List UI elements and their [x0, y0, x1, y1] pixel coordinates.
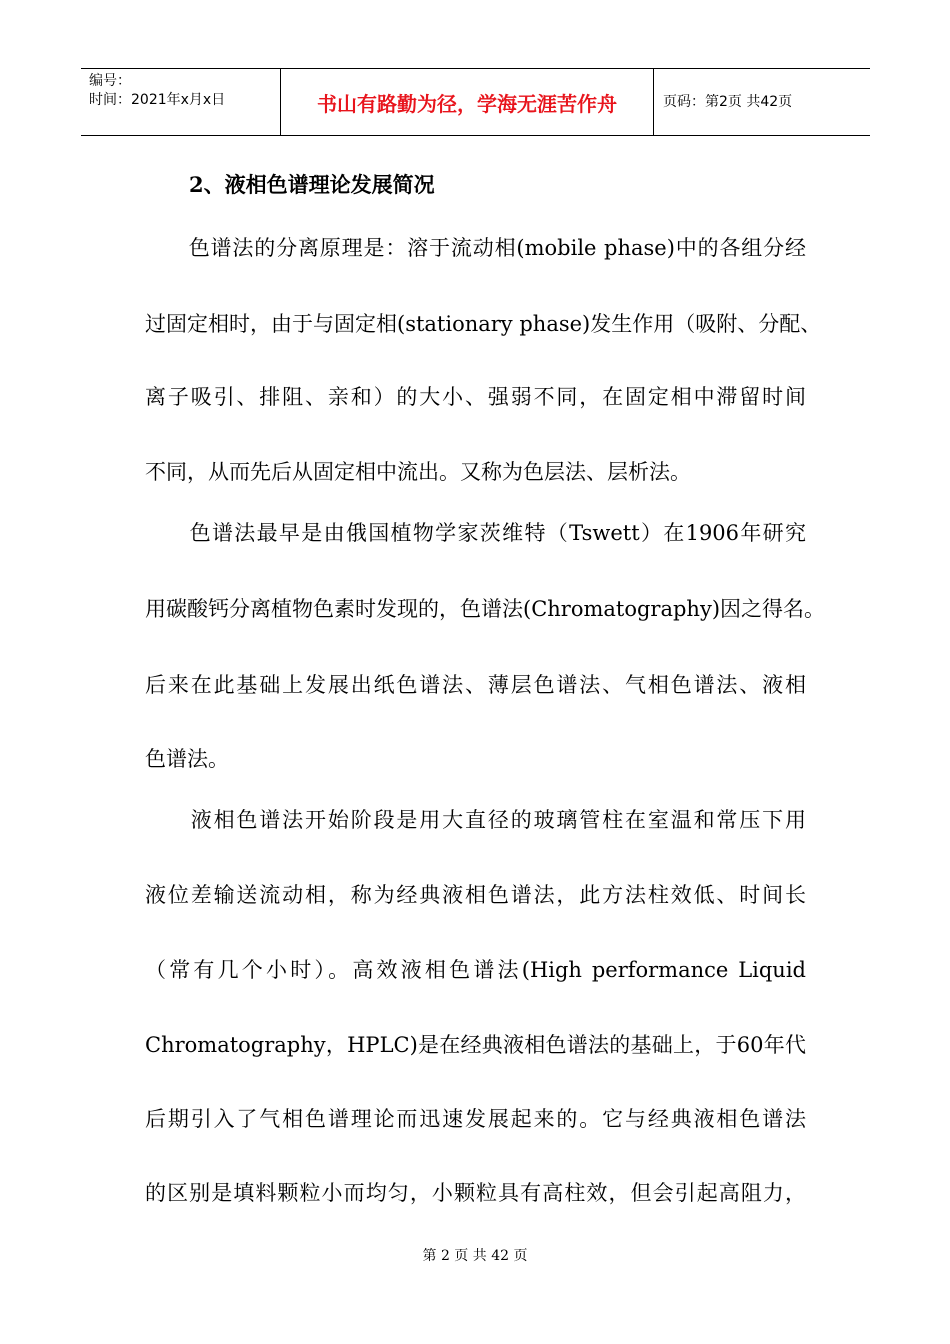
body-line: 过固定相时，由于与固定相(stationary phase)发生作用（吸附、分配、 — [145, 312, 822, 336]
body-line: 用碳酸钙分离植物色素时发现的，色谱法(Chromatography)因之得名。 — [145, 597, 826, 621]
body-line: 离子吸引、排阻、亲和）的大小、强弱不同，在固定相中滞留时间 — [145, 385, 806, 409]
header-meta-cell — [81, 69, 281, 135]
body-line: 液相色谱法开始阶段是用大直径的玻璃管柱在室温和常压下用 — [145, 808, 806, 832]
header-motto: 书山有路勤为径，学海无涯苦作舟 — [317, 92, 617, 116]
body-line: 色谱法。 — [145, 747, 229, 771]
document-number-label: 编号： — [89, 73, 131, 89]
body-line: 色谱法最早是由俄国植物学家茨维特（Tswett）在1906年研究 — [145, 521, 806, 545]
document-date-label: 时间：2021年x月x日 — [89, 92, 226, 108]
header-page-info: 页码：第2页 共42页 — [663, 94, 793, 110]
body-line: 不同，从而先后从固定相中流出。又称为色层法、层析法。 — [145, 460, 691, 484]
page-header — [81, 68, 870, 136]
body-line: （常有几个小时）。高效液相色谱法(High performance Liquid — [145, 958, 806, 982]
body-line: 的区别是填料颗粒小而均匀，小颗粒具有高柱效，但会引起高阻力， — [145, 1181, 806, 1205]
header-page-cell — [654, 69, 870, 135]
body-line: 后期引入了气相色谱理论而迅速发展起来的。它与经典液相色谱法 — [145, 1107, 806, 1131]
section-heading: 2、液相色谱理论发展简况 — [189, 172, 435, 197]
body-line: 后来在此基础上发展出纸色谱法、薄层色谱法、气相色谱法、液相 — [145, 673, 806, 697]
page-footer: 第 2 页 共 42 页 — [422, 1248, 528, 1264]
body-line: Chromatography，HPLC)是在经典液相色谱法的基础上，于60年代 — [145, 1033, 806, 1057]
body-line: 色谱法的分离原理是：溶于流动相(mobile phase)中的各组分经 — [145, 236, 806, 260]
body-line: 液位差输送流动相，称为经典液相色谱法，此方法柱效低、时间长 — [145, 883, 806, 907]
header-motto-cell — [281, 69, 654, 135]
